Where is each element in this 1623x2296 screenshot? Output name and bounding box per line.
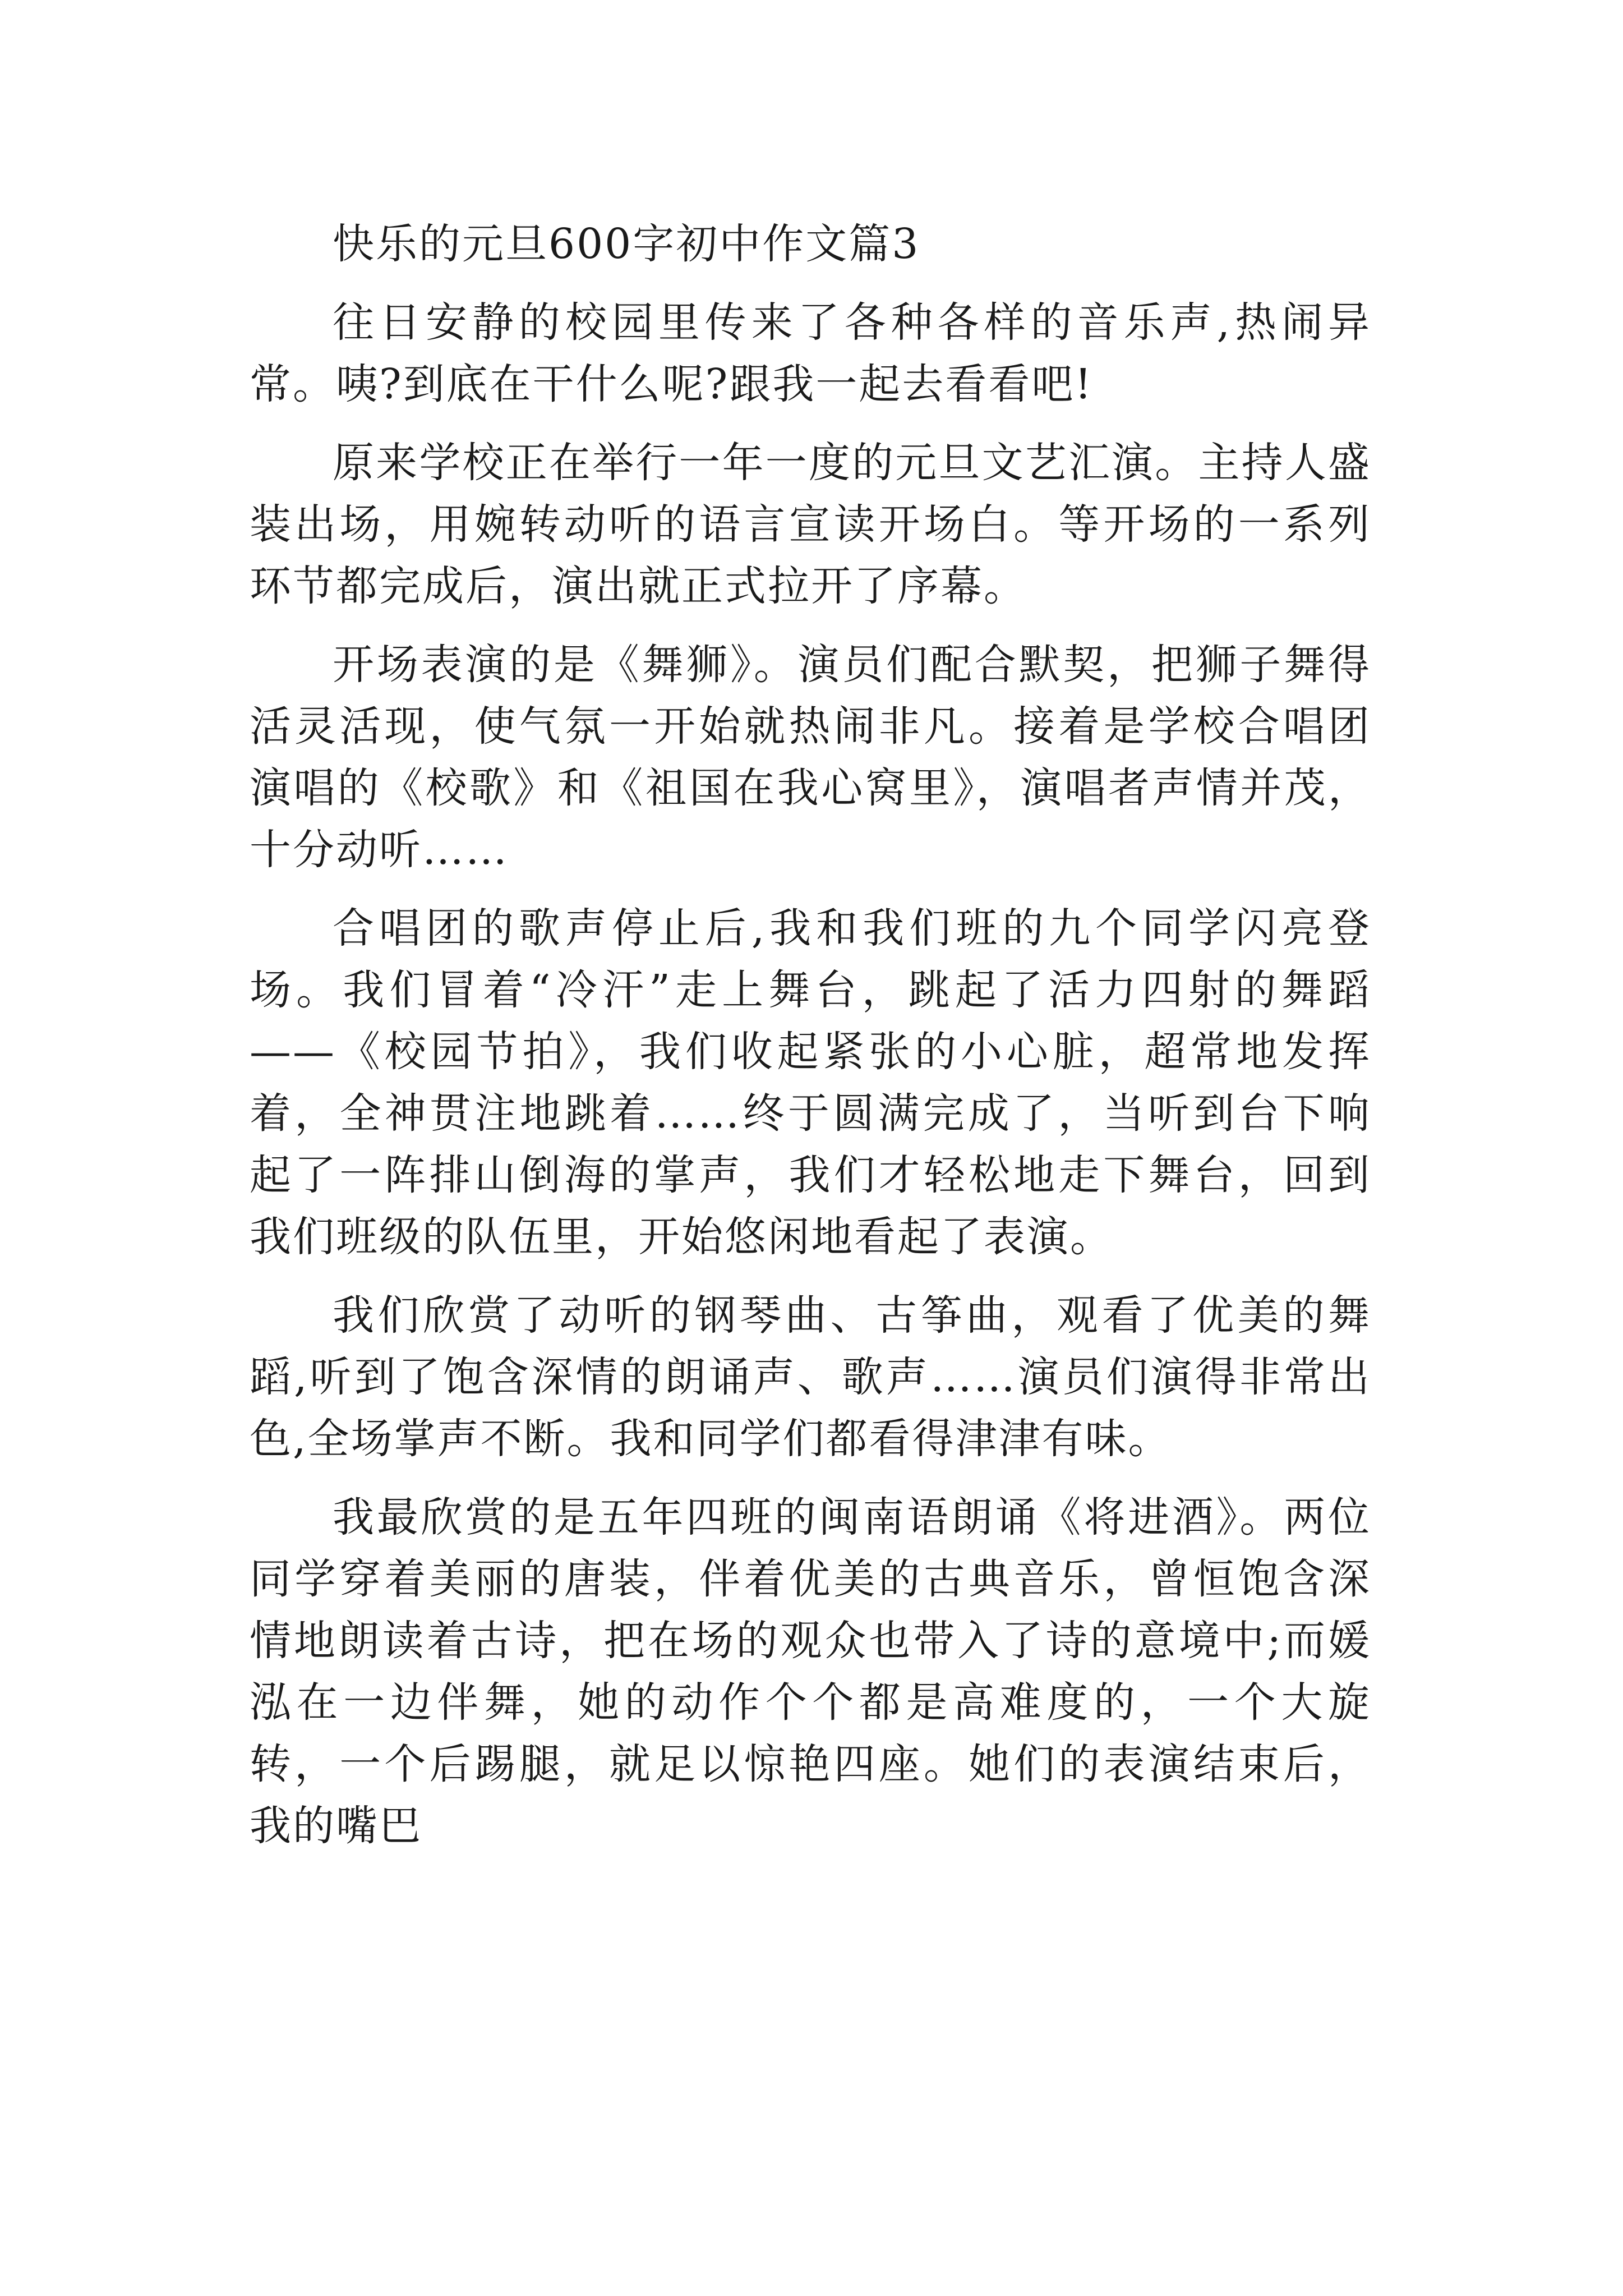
paragraph-2: 原来学校正在举行一年一度的元旦文艺汇演。主持人盛装出场，用婉转动听的语言宣读开场白。等开场的一系列环节都完成后，演出就正式拉开了序幕。 (250, 439, 1371, 610)
spacer (250, 1268, 1371, 1285)
paragraph-3: 开场表演的是《舞狮》。演员们配合默契，把狮子舞得活灵活现，使气氛一开始就热闹非凡。接着是学校合唱团演唱的《校歌》和《祖国在我心窝里》，演唱者声情并茂，十分动听…… (250, 641, 1371, 874)
spacer (250, 1470, 1371, 1487)
paragraph-4: 合唱团的歌声停止后,我和我们班的九个同学闪亮登场。我们冒着“冷汗”走上舞台，跳起了活力四射的舞蹈——《校园节拍》，我们收起紧张的小心脏，超常地发挥着，全神贯注地跳着……终于圆满完成了，当听到台下响起了一阵排山倒海的掌声，我们才轻松地走下舞台，回到我们班级的队伍里，开始悠闲地看起了表演。 (250, 904, 1371, 1261)
paragraph-6: 我最欣赏的是五年四班的闽南语朗诵《将进酒》。两位同学穿着美丽的唐装，伴着优美的古典音乐，曾恒饱含深情地朗读着古诗，把在场的观众也带入了诗的意境中;而媛泓在一边伴舞，她的动作个个都是高难度的，一个大旋转，一个后踢腿，就足以惊艳四座。她们的表演结束后，我的嘴巴 (250, 1493, 1371, 1850)
document-body (250, 213, 1371, 1857)
spacer (250, 617, 1371, 634)
spacer (250, 881, 1371, 898)
spacer (250, 415, 1371, 432)
document-title: 快乐的元旦600字初中作文篇3 (333, 220, 920, 268)
spacer (250, 275, 1371, 292)
paragraph-5: 我们欣赏了动听的钢琴曲、古筝曲，观看了优美的舞蹈,听到了饱含深情的朗诵声、歌声……演员们演得非常出色,全场掌声不断。我和同学们都看得津津有味。 (250, 1291, 1371, 1463)
paragraph-1: 往日安静的校园里传来了各种各样的音乐声,热闹异常。咦?到底在干什么呢?跟我一起去看看吧! (250, 298, 1371, 408)
